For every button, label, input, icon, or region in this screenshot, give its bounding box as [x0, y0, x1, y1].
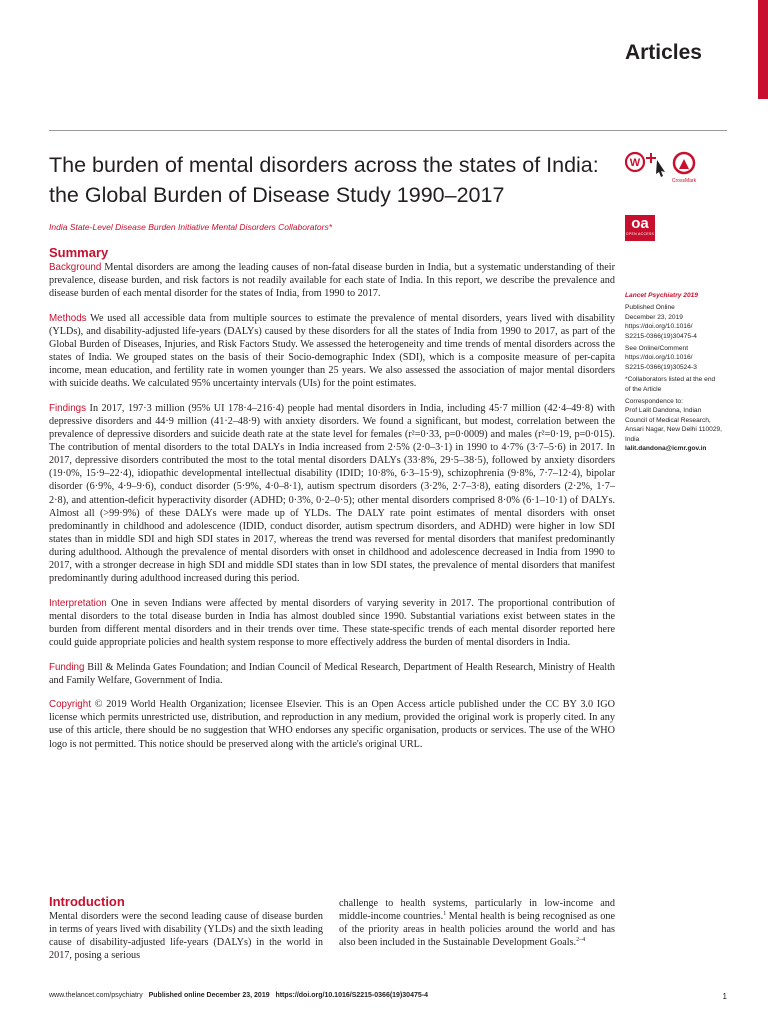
oa-label: oa — [631, 215, 649, 232]
abstract-funding — [49, 661, 615, 687]
intro-column-left: Mental disorders were the second leading cause of disease burden in terms of years lived with disability (YLDs) and the sixth leading cause of disability-adjusted life-years (DALYs) in the world in 2017, posing a serious — [49, 911, 323, 962]
abstract-background — [49, 261, 615, 300]
collab-line-1: *Collaborators listed at the end — [625, 376, 716, 384]
funding-label: Funding — [49, 661, 85, 673]
title-line-1: The burden of mental disorders across the states of India: — [49, 153, 599, 177]
introduction-heading: Introduction — [49, 894, 125, 909]
doi-link-part2[interactable]: S2215-0366(19)30475-4 — [625, 332, 697, 340]
plus-icon — [646, 153, 656, 163]
footer-published: Published online December 23, 2019 — [148, 992, 270, 999]
background-text: Mental disorders are among the leading causes of non-fatal disease burden in India, but a systematic understanding of their prevalence, disease burden, and risk factors is not readily available for each state of India. In this report, we describe the prevalence and disease burden of each mental disorder for the states of India, from 1990 to 2017. — [49, 262, 616, 300]
corr-address: Ansari Nagar, New Delhi 110029, — [625, 426, 723, 434]
corr-name: Prof Lalit Dandona, Indian — [625, 407, 702, 415]
interpretation-text: One in seven Indians were affected by mental disorders of varying severity in 2017. The proportional contribution of mental disorders to the total disease burden in India has almost doubled since 1990. Substantial variations exist between states in the burden from different mental disorders and in their trends over time. These state-specific trends of each mental disorder reported here could guide appropriate policies and health system response to more effectively address the burden of mental disorders in India. — [49, 597, 616, 648]
copyright-label: Copyright — [49, 699, 91, 711]
crossmark-icon[interactable] — [672, 153, 697, 184]
intro-column-right — [339, 897, 615, 949]
journal-name: Lancet Psychiatry 2019 — [625, 292, 698, 299]
corr-country: India — [625, 435, 640, 443]
page-number: 1 — [722, 992, 727, 1001]
brand-color-bar — [758, 0, 768, 99]
correspondence — [625, 397, 737, 453]
doi-link-part1[interactable]: https://doi.org/10.1016/ — [625, 323, 693, 331]
comment-doi-part2[interactable]: S2215-0366(19)30524-3 — [625, 363, 697, 371]
article-sidebar — [625, 291, 737, 457]
corr-org: Council of Medical Research, — [625, 416, 711, 424]
funding-text: Bill & Melinda Gates Foundation; and Indian Council of Medical Research, Department of Health Research, Ministry of Health and Family Welfare, Government of India. — [49, 661, 615, 686]
comment-doi-part1[interactable]: https://doi.org/10.1016/ — [625, 354, 693, 362]
interpretation-label: Interpretation — [49, 597, 107, 609]
cursor-icon — [656, 160, 665, 177]
altmetric-icon[interactable] — [626, 153, 644, 171]
intro-text-a: challenge to health systems, particularly in low-income and middle-income countries. — [339, 898, 615, 923]
svg-text:CrossMark: CrossMark — [671, 178, 697, 184]
article-title — [49, 150, 609, 210]
findings-label: Findings — [49, 402, 87, 414]
collaborators-note — [625, 375, 737, 394]
citation-ref-2-4[interactable]: 2–4 — [576, 937, 586, 944]
comment-info — [625, 344, 737, 372]
article-badges — [625, 150, 705, 190]
open-access-badge[interactable] — [625, 215, 655, 241]
footer-doi[interactable]: https://doi.org/10.1016/S2215-0366(19)30475-4 — [275, 992, 428, 999]
abstract-findings — [49, 402, 615, 585]
findings-text: In 2017, 197·3 million (95% UI 178·4–216·4) people had mental disorders in India, including 45·7 million (42·4–49·8) with depressive disorders and 44·9 million (41·2–48·9) with anxiety disorders. We found a significant, but modest, correlation between the prevalence of depressive disorders and suicide death rate at the state level for females (r²=0·33, p=0·0009) and males (r²=0·19, p=0·015). The contribution of mental disorders to the total DALYs in India increased from 2·5% (2·0–3·1) in 1990 to 4·7% (3·7–5·6) in 2017. In 2017, depressive disorders contributed the most to the total mental disorders DALYs (33·8%, 29·5–38·5), followed by anxiety disorders (19·0%, 15·9–22·4), idiopathic developmental intellectual disability (IDID; 10·8%, 6·3–15·9), schizophrenia (9·8%, 7·7–12·4), bipolar disorder (6·9%, 4·9–9·6), conduct disorder (5·9%, 4·0–8·1), autism spectrum disorders (3·2%, 2·7–3·8), eating disorders (2·2%, 1·7–2·8), and attention-deficit hyperactivity disorder (ADHD; 0·3%, 0·2–0·5); other mental disorders comprised 8·0% (6·1–10·1) of DALYs. Almost all (>99·9%) of these DALYs were made up of YLDs. The DALY rate point estimates of mental disorders with onset predominantly in childhood and adolescence (IDID, conduct disorder, autism spectrum disorders, and ADHD) were higher in low SDI states than in middle SDI and high SDI states in 2017, whereas the trend was reversed for mental disorders that manifest predominantly during adulthood. Although the prevalence of mental disorders with onset in childhood and adolescence decreased in India from 1990 to 2017, with a stronger decrease in high SDI and middle SDI states than in low SDI states, the prevalence of mental disorders that manifest predominantly during adulthood increased during this period. — [49, 402, 615, 585]
comment-label[interactable]: See Online/Comment — [625, 345, 689, 353]
corr-email[interactable]: lalit.dandona@icmr.gov.in — [625, 445, 707, 453]
corr-label: Correspondence to: — [625, 398, 683, 406]
section-label: Articles — [624, 41, 702, 64]
collab-line-2: of the Article — [625, 385, 662, 393]
header-divider — [49, 130, 727, 131]
background-label: Background — [49, 262, 102, 273]
badge-icons — [625, 150, 705, 190]
published-label: Published Online — [625, 304, 675, 312]
authors-line: India State-Level Disease Burden Initiative Mental Disorders Collaborators* — [49, 222, 333, 232]
published-info — [625, 303, 737, 341]
abstract — [49, 261, 615, 762]
published-date: December 23, 2019 — [625, 313, 683, 321]
summary-heading: Summary — [49, 245, 109, 260]
citation-ref-1[interactable]: 1 — [443, 911, 447, 918]
title-line-2: the Global Burden of Disease Study 1990–2017 — [49, 183, 505, 207]
abstract-methods — [49, 312, 615, 391]
methods-label: Methods — [49, 312, 87, 324]
oa-sub-label: OPEN ACCESS — [625, 232, 655, 236]
page-footer — [49, 992, 727, 999]
svg-text:W: W — [629, 157, 641, 169]
abstract-interpretation — [49, 597, 615, 649]
intro-text-b: Mental health is being recognised as one of the priority areas in health policies around the world and has also been included in the Sustainable Development Goals. — [339, 911, 616, 949]
abstract-copyright — [49, 698, 615, 750]
footer-website[interactable]: www.thelancet.com/psychiatry — [49, 992, 143, 999]
methods-text: We used all accessible data from multiple sources to estimate the prevalence of mental disorders, years lived with disability (YLDs), and disability-adjusted life-years (DALYs) caused by these disorders for all the states of India from 1990 to 2017, as part of the Global Burden of Diseases, Injuries, and Risk Factors Study. We assessed the heterogeneity and time trends of mental disorders across the states of India. We grouped states on the basis of their Socio-demographic Index (SDI), which is a composite measure of per-capita income, mean education, and fertility rate in women younger than 25 years. We also assessed the association of major mental disorders with suicide deaths. We calculated 95% uncertainty intervals (UIs) for the point estimates. — [49, 312, 615, 390]
copyright-text: © 2019 World Health Organization; licensee Elsevier. This is an Open Access article published under the CC BY 3.0 IGO license which permits unrestricted use, distribution, and reproduction in any medium, provided the original work is properly cited. In any use of this article, there should be no suggestion that WHO endorses any specific organisation, products or services. The use of the WHO logo is not permitted. This notice should be preserved along with the article's original URL. — [49, 699, 615, 750]
